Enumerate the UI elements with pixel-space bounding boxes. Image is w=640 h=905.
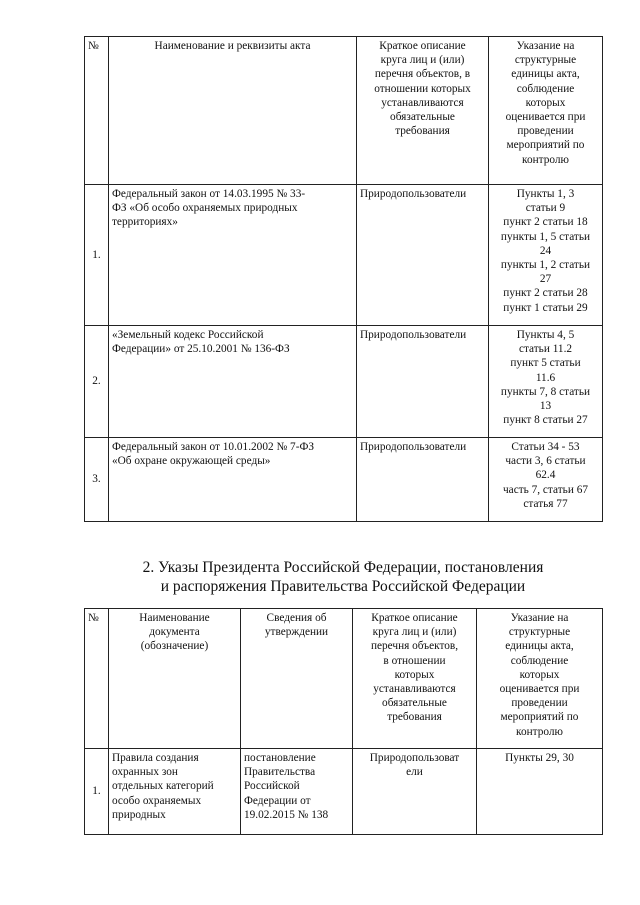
row-document: Правила создания охранных зон отдельных категорий особо охраняемых природных (109, 749, 241, 835)
row-approval: постановление Правительства Российской Федерации от 19.02.2015 № 138 (241, 749, 353, 835)
table-row (85, 326, 603, 438)
header-persons: Краткое описание круга лиц и (или) перечня объектов, в отношении которых устанавливаются обязательные требования (357, 37, 489, 185)
row-units: Пункты 1, 3 статьи 9 пункт 2 статьи 18 пункты 1, 5 статьи 24 пункты 1, 2 статьи 27 пункт 2 статьи 28 пункт 1 статьи 29 (489, 185, 603, 326)
row-units: Статьи 34 - 53 части 3, 6 статьи 62.4 часть 7, статьи 67 статья 77 (489, 438, 603, 522)
row-number: 1. (85, 185, 109, 326)
acts-table (84, 36, 603, 522)
table-header-row (85, 609, 603, 749)
header-number: № (85, 609, 109, 749)
header-act-name: Наименование и реквизиты акта (109, 37, 357, 185)
row-act: «Земельный кодекс Российской Федерации» от 25.10.2001 № 136-ФЗ (109, 326, 357, 438)
section-2-title: 2. Указы Президента Российской Федерации, постановления и распоряжения Правительства Российской Федерации (142, 559, 544, 595)
row-persons: Природопользователи (357, 438, 489, 522)
row-persons: Природопользователи (357, 326, 489, 438)
row-act: Федеральный закон от 14.03.1995 № 33- ФЗ «Об особо охраняемых природных территориях» (109, 185, 357, 326)
row-persons: Природопользоват ели (353, 749, 477, 835)
header-approval: Сведения об утверждении (241, 609, 353, 749)
table-row (85, 438, 603, 522)
row-number: 3. (85, 438, 109, 522)
header-units: Указание на структурные единицы акта, соблюдение которых оценивается при проведении мероприятий по контролю (489, 37, 603, 185)
row-act: Федеральный закон от 10.01.2002 № 7-ФЗ «Об охране окружающей среды» (109, 438, 357, 522)
row-units: Пункты 29, 30 (477, 749, 603, 835)
decrees-table (84, 608, 603, 835)
header-persons: Краткое описание круга лиц и (или) перечня объектов, в отношении которых устанавливаются обязательные требования (353, 609, 477, 749)
header-document: Наименование документа (обозначение) (109, 609, 241, 749)
row-number: 1. (85, 749, 109, 835)
row-units: Пункты 4, 5 статьи 11.2 пункт 5 статьи 11.6 пункты 7, 8 статьи 13 пункт 8 статьи 27 (489, 326, 603, 438)
row-number: 2. (85, 326, 109, 438)
table-row (85, 749, 603, 835)
header-units: Указание на структурные единицы акта, соблюдение которых оценивается при проведении мероприятий по контролю (477, 609, 603, 749)
header-number: № (85, 37, 109, 185)
table-row (85, 185, 603, 326)
row-persons: Природопользователи (357, 185, 489, 326)
table-header-row (85, 37, 603, 185)
